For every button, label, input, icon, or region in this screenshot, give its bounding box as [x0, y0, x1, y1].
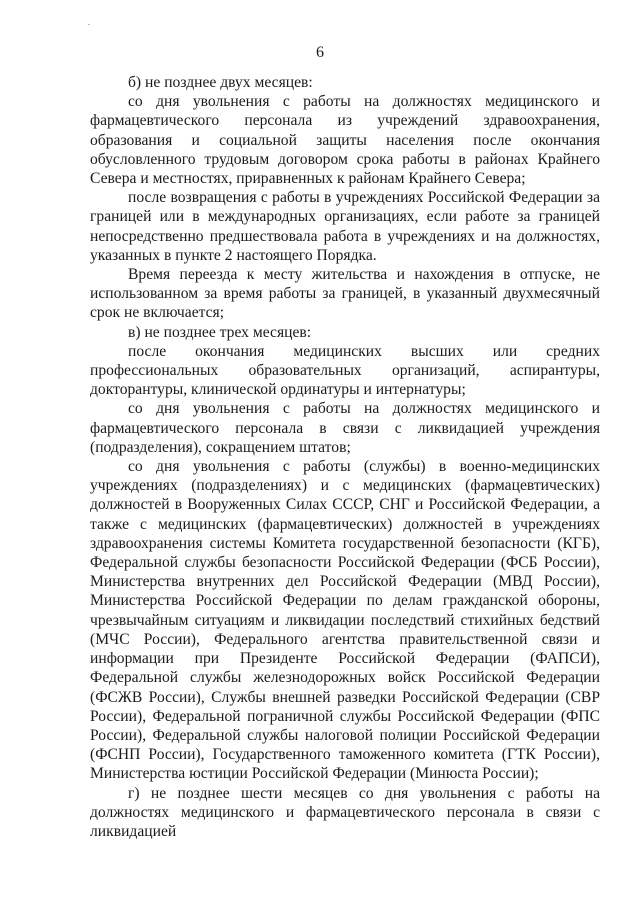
document-body [90, 73, 600, 841]
paragraph-b-heading: б) не позднее двух месяцев: [128, 74, 313, 91]
paragraph-travel-time: Время переезда к месту жительства и нахождения в отпуске, не использованном за время работы за границей, в указанный двухмесячный срок не включается; [90, 266, 600, 322]
paragraph-liquidation: со дня увольнения с работы на должностях медицинского и фармацевтического персонала в связи с ликвидацией учреждения (подразделения), сокращением штатов; [90, 400, 600, 456]
paragraph-g-heading: г) не позднее шести месяцев со дня увольнения с работы на должностях медицинского и фармацевтического персонала в связи с ликвидацией [90, 784, 600, 840]
paragraph-v-heading: в) не позднее трех месяцев: [128, 323, 312, 341]
paragraph-far-north: со дня увольнения с работы на должностях медицинского и фармацевтического персонала из учреждений здравоохранения, образования и социальной защиты населения после окончания обусловленного трудовым договором срока работы в районах Крайнего Севера и местностях, приравненных к районам Крайнего Севера; [90, 93, 600, 188]
paragraph-graduation: после окончания медицинских высших или средних профессиональных образовательных организаций, аспирантуры, докторантуры, клинической ординатуры и интернатуры; [90, 342, 600, 399]
page-number: 6 [316, 44, 324, 61]
paragraph-abroad: после возвращения с работы в учреждениях Российской Федерации за границей или в международных организациях, если работе за границей непосредственно предшествовала работа в учреждениях и на должностях, указанных в пункте 2 настоящего Порядка. [90, 189, 600, 264]
page-corner-mark: . [88, 18, 90, 27]
paragraph-military-service: со дня увольнения с работы (службы) в военно-медицинских учреждениях (подразделениях) и с медицинских (фармацевтических) должностей в Вооруженных Силах СССР, СНГ и Российской Федерации, а также с медицинских (фармацевтических) должностей в учреждениях здравоохранения системы Комитета государственной безопасности (КГБ), Федеральной службы безопасности Российской Федерации (ФСБ России), Министерства внутренних дел Российской Федерации (МВД России), Министерства Российской Федерации по делам гражданской обороны, чрезвычайным ситуациям и ликвидации последствий стихийных бедствий (МЧС России), Федерального агентства правительственной связи и информации при Президенте Российской Федерации (ФАПСИ), Федеральной службы железнодорожных войск Российской Федерации (ФСЖВ России), Службы внешней разведки Российской Федерации (СВР России), Федеральной пограничной службы Российской Федерации (ФПС России), Федеральной службы налоговой полиции Российской Федерации (ФСНП России), Государственного таможенного комитета (ГТК России), Министерства юстиции Российской Федерации (Минюста России); [90, 458, 600, 783]
